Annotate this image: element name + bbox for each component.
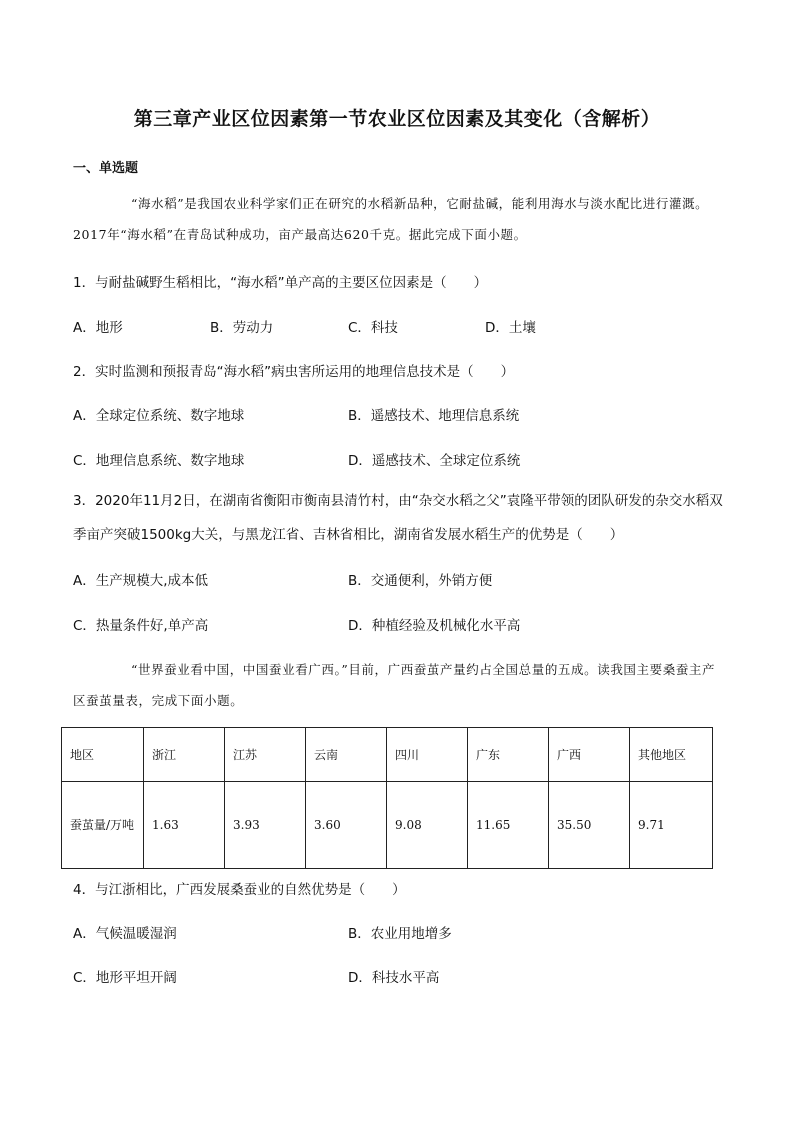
table-cell: 11.65 [468, 782, 549, 869]
table-header-cell: 广东 [468, 728, 549, 782]
table-header-cell: 广西 [549, 728, 630, 782]
question-2-option-d[interactable]: D．遥感技术、全球定位系统 [348, 453, 521, 469]
table-header-row [62, 728, 713, 782]
question-4-option-b[interactable]: B．农业用地增多 [348, 926, 452, 942]
question-1-option-c[interactable]: C．科技 [348, 320, 398, 336]
table-cell: 1.63 [144, 782, 225, 869]
question-1-stem: 1．与耐盐碱野生稻相比，“海水稻”单产高的主要区位因素是（ ） [73, 275, 488, 291]
question-3-stem: 3．2020年11月2日，在湖南省衡阳市衡南县清竹村，由“杂交水稻之父”袁隆平带领的团队研发的杂交水稻双季亩产突破1500kg大关，与黑龙江省、吉林省相比，湖南省发展水稻生产的优势是（ ） [73, 493, 723, 543]
question-4-option-d[interactable]: D．科技水平高 [348, 970, 440, 986]
table-cell: 3.60 [306, 782, 387, 869]
cocoon-yield-table [61, 727, 713, 869]
table-header-cell: 地区 [62, 728, 144, 782]
reading-passage-2: “世界蚕业看中国，中国蚕业看广西。”目前，广西蚕茧产量约占全国总量的五成。读我国主要桑蚕主产区蚕茧量表，完成下面小题。 [73, 662, 716, 708]
question-1-option-b[interactable]: B．劳动力 [210, 320, 274, 336]
section-heading: 一、单选题 [73, 161, 139, 176]
table-row [62, 782, 713, 869]
table-cell: 9.08 [387, 782, 468, 869]
question-1-option-d[interactable]: D．土壤 [485, 320, 536, 336]
question-3-option-c[interactable]: C．热量条件好,单产高 [73, 618, 209, 634]
table-cell: 35.50 [549, 782, 630, 869]
question-3-option-d[interactable]: D．种植经验及机械化水平高 [348, 618, 521, 634]
reading-passage-1: “海水稻”是我国农业科学家们正在研究的水稻新品种，它耐盐碱，能利用海水与淡水配比进行灌溉。2017年“海水稻”在青岛试种成功，亩产最高达620千克。据此完成下面小题。 [73, 196, 709, 242]
question-4-stem: 4．与江浙相比，广西发展桑蚕业的自然优势是（ ） [73, 882, 406, 898]
table-header-cell: 江苏 [225, 728, 306, 782]
table-header-cell: 其他地区 [630, 728, 713, 782]
question-1-option-a[interactable]: A．地形 [73, 320, 123, 336]
question-4-option-c[interactable]: C．地形平坦开阔 [73, 970, 177, 986]
table-cell: 9.71 [630, 782, 713, 869]
question-3-option-b[interactable]: B．交通便利，外销方便 [348, 573, 493, 589]
question-2-option-a[interactable]: A．全球定位系统、数字地球 [73, 408, 245, 424]
question-3-option-a[interactable]: A．生产规模大,成本低 [73, 573, 209, 589]
table-header-cell: 云南 [306, 728, 387, 782]
table-cell: 3.93 [225, 782, 306, 869]
table-row-label: 蚕茧量/万吨 [62, 782, 144, 869]
question-2-stem: 2．实时监测和预报青岛“海水稻”病虫害所运用的地理信息技术是（ ） [73, 364, 515, 380]
table-header-cell: 浙江 [144, 728, 225, 782]
table-header-cell: 四川 [387, 728, 468, 782]
question-2-option-c[interactable]: C．地理信息系统、数字地球 [73, 453, 245, 469]
question-2-option-b[interactable]: B．遥感技术、地理信息系统 [348, 408, 520, 424]
question-4-option-a[interactable]: A．气候温暖湿润 [73, 926, 177, 942]
document-title: 第三章产业区位因素第一节农业区位因素及其变化（含解析） [133, 108, 661, 130]
